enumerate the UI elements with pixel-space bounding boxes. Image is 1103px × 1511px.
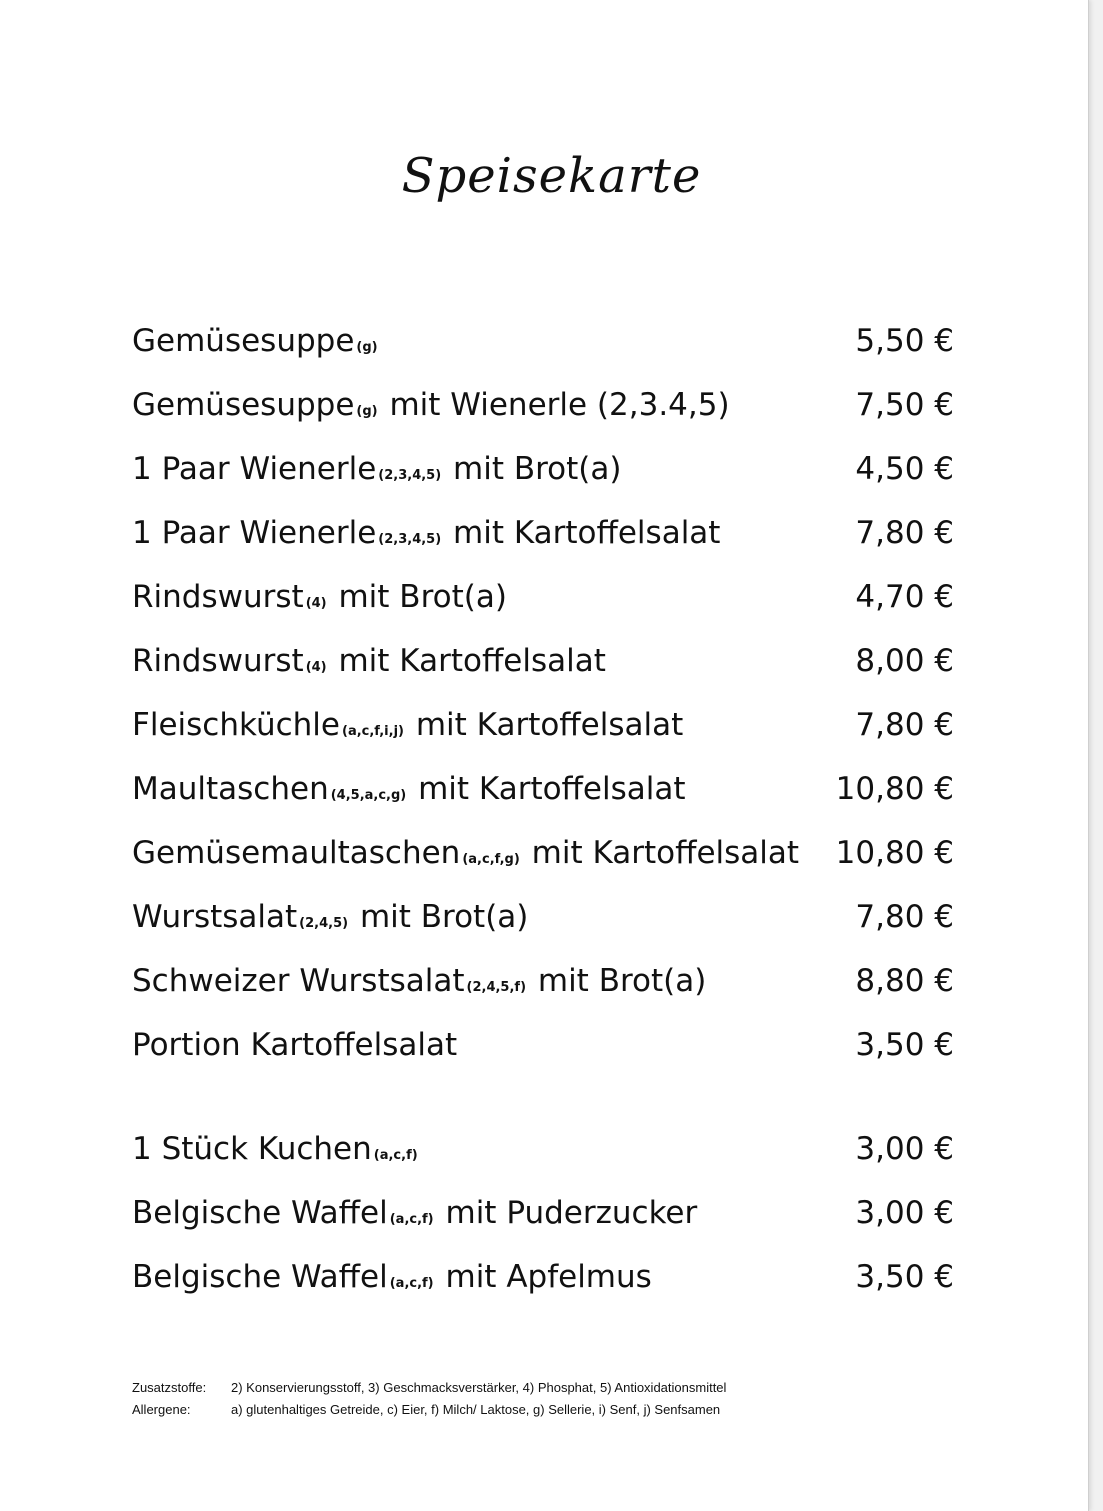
item-name: Rindswurst (4) mit Brot(a) bbox=[132, 579, 507, 615]
menu-item bbox=[132, 956, 954, 1006]
menu-item bbox=[132, 828, 954, 878]
item-note: (2,3,4,5) bbox=[378, 468, 442, 483]
item-note: (a,c,f,i,j) bbox=[342, 724, 404, 739]
item-price: 3,50 € bbox=[855, 1259, 954, 1295]
additives-row bbox=[132, 1377, 726, 1399]
item-note: (g) bbox=[356, 340, 378, 355]
item-note: (a,c,f) bbox=[389, 1212, 434, 1227]
footer-notes bbox=[132, 1377, 726, 1421]
item-name: Belgische Waffel (a,c,f) mit Puderzucker bbox=[132, 1195, 698, 1231]
item-name: Belgische Waffel (a,c,f) mit Apfelmus bbox=[132, 1259, 652, 1295]
menu-item bbox=[132, 1252, 954, 1302]
item-name: Schweizer Wurstsalat (2,4,5,f) mit Brot(a) bbox=[132, 963, 707, 999]
item-note: (a,c,f) bbox=[389, 1276, 434, 1291]
item-name: Fleischküchle (a,c,f,i,j) mit Kartoffelsalat bbox=[132, 707, 684, 743]
menu-item bbox=[132, 1188, 954, 1238]
item-price: 10,80 € bbox=[835, 835, 954, 871]
item-price: 5,50 € bbox=[855, 323, 954, 359]
item-price: 3,00 € bbox=[855, 1195, 954, 1231]
item-price: 4,70 € bbox=[855, 579, 954, 615]
item-name: Gemüsesuppe (g) mit Wienerle (2,3.4,5) bbox=[132, 387, 730, 423]
allergens-label: Allergene: bbox=[132, 1402, 191, 1417]
item-name: Maultaschen (4,5,a,c,g) mit Kartoffelsalat bbox=[132, 771, 686, 807]
additives-label: Zusatzstoffe: bbox=[132, 1380, 207, 1395]
item-price: 8,80 € bbox=[855, 963, 954, 999]
page-title: Speisekarte bbox=[401, 148, 702, 204]
item-price: 7,80 € bbox=[855, 515, 954, 551]
menu-item bbox=[132, 572, 954, 622]
item-note: (4) bbox=[305, 596, 327, 611]
item-name: Gemüsemaultaschen (a,c,f,g) mit Kartoffelsalat bbox=[132, 835, 800, 871]
item-note: (4,5,a,c,g) bbox=[330, 788, 407, 803]
item-note: (2,3,4,5) bbox=[378, 532, 442, 547]
item-name: Gemüsesuppe (g) bbox=[132, 323, 378, 359]
item-price: 7,50 € bbox=[855, 387, 954, 423]
menu-item bbox=[132, 316, 954, 366]
item-name: Wurstsalat (2,4,5) mit Brot(a) bbox=[132, 899, 529, 935]
item-name: 1 Paar Wienerle (2,3,4,5) mit Kartoffelsalat bbox=[132, 515, 721, 551]
item-price: 7,80 € bbox=[855, 899, 954, 935]
menu-item bbox=[132, 892, 954, 942]
item-price: 4,50 € bbox=[855, 451, 954, 487]
menu-item bbox=[132, 380, 954, 430]
item-price: 10,80 € bbox=[835, 771, 954, 807]
item-price: 7,80 € bbox=[855, 707, 954, 743]
allergens-text: a) glutenhaltiges Getreide, c) Eier, f) Milch/ Laktose, g) Sellerie, i) Senf, j) Senfsamen bbox=[231, 1402, 721, 1417]
item-note: (2,4,5,f) bbox=[466, 980, 527, 995]
item-name: Rindswurst (4) mit Kartoffelsalat bbox=[132, 643, 606, 679]
allergens-row bbox=[132, 1399, 726, 1421]
item-price: 3,50 € bbox=[855, 1027, 954, 1063]
item-note: (4) bbox=[305, 660, 327, 675]
item-name: 1 Paar Wienerle (2,3,4,5) mit Brot(a) bbox=[132, 451, 622, 487]
menu-item bbox=[132, 1020, 954, 1070]
menu-item bbox=[132, 700, 954, 750]
menu-item bbox=[132, 1124, 954, 1174]
item-price: 3,00 € bbox=[855, 1131, 954, 1167]
item-note: (2,4,5) bbox=[299, 916, 349, 931]
menu-item bbox=[132, 508, 954, 558]
menu-item bbox=[132, 764, 954, 814]
item-price: 8,00 € bbox=[855, 643, 954, 679]
additives-text: 2) Konservierungsstoff, 3) Geschmacksverstärker, 4) Phosphat, 5) Antioxidationsmittel bbox=[231, 1380, 727, 1395]
menu-item bbox=[132, 636, 954, 686]
item-note: (g) bbox=[356, 404, 378, 419]
item-note: (a,c,f,g) bbox=[462, 852, 520, 867]
menu-item bbox=[132, 444, 954, 494]
item-name: Portion Kartoffelsalat bbox=[132, 1027, 458, 1063]
item-name: 1 Stück Kuchen (a,c,f) bbox=[132, 1131, 418, 1167]
item-note: (a,c,f) bbox=[373, 1148, 418, 1163]
